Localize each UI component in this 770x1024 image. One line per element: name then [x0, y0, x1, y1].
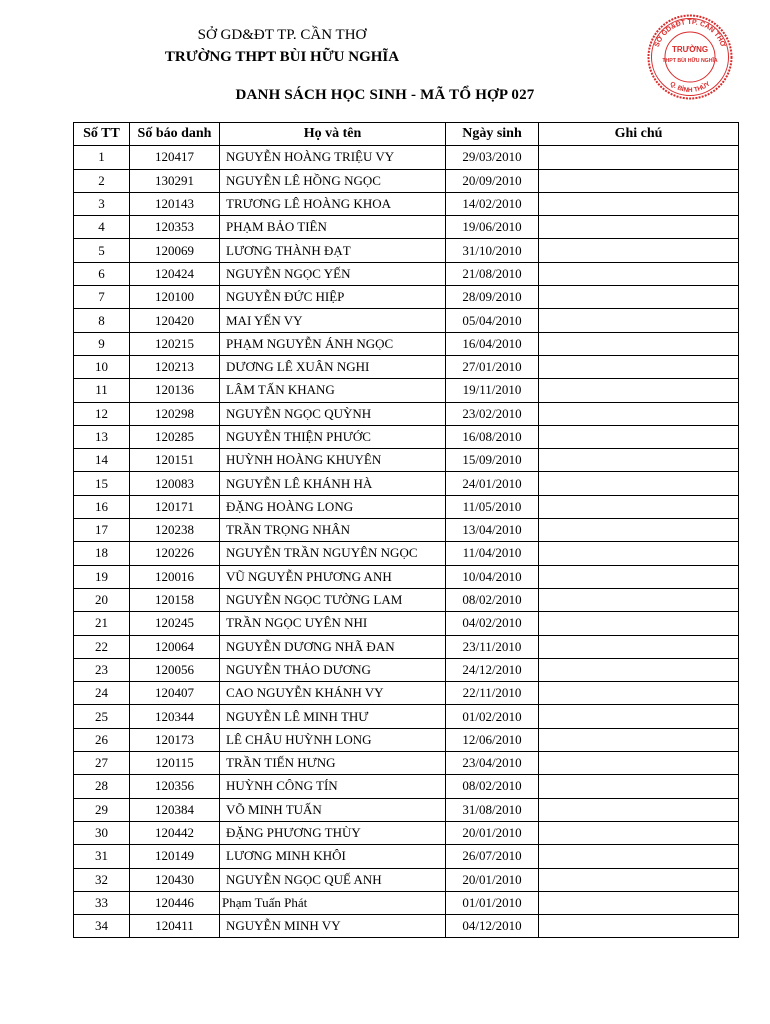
student-name-cell: NGUYỄN NGỌC TƯỜNG LAM — [220, 588, 446, 611]
birth-date-cell: 23/02/2010 — [446, 402, 539, 425]
page-title: DANH SÁCH HỌC SINH - MÃ TỔ HỢP 027 — [235, 87, 535, 103]
student-name-cell: NGUYỄN TRẦN NGUYÊN NGỌC — [220, 542, 446, 565]
birth-date-cell: 28/09/2010 — [446, 286, 539, 309]
note-cell — [539, 798, 739, 821]
note-cell — [539, 728, 739, 751]
department-name: SỞ GD&ĐT TP. CẦN THƠ — [197, 27, 367, 43]
birth-date-cell: 16/08/2010 — [446, 425, 539, 448]
birth-date-cell: 15/09/2010 — [446, 449, 539, 472]
candidate-number-cell: 120245 — [130, 612, 220, 635]
birth-date-cell: 04/12/2010 — [446, 915, 539, 938]
student-name-cell: PHẠM NGUYỄN ÁNH NGỌC — [220, 332, 446, 355]
table-row — [74, 658, 739, 681]
candidate-number-cell: 120064 — [130, 635, 220, 658]
note-cell — [539, 169, 739, 192]
candidate-number-cell: 120115 — [130, 752, 220, 775]
row-number-cell: 25 — [74, 705, 130, 728]
table-row — [74, 169, 739, 192]
table-row — [74, 542, 739, 565]
row-number-cell: 29 — [74, 798, 130, 821]
student-name-cell: LƯƠNG MINH KHÔI — [220, 845, 446, 868]
candidate-number-cell: 120215 — [130, 332, 220, 355]
row-number-cell: 21 — [74, 612, 130, 635]
student-name-cell: TRẦN TRỌNG NHÂN — [220, 519, 446, 542]
student-name-cell: TRẦN NGỌC UYÊN NHI — [220, 612, 446, 635]
student-name-cell: VÕ MINH TUẤN — [220, 798, 446, 821]
student-name-cell: ĐẶNG PHƯƠNG THÙY — [220, 821, 446, 844]
candidate-number-cell: 120100 — [130, 286, 220, 309]
candidate-number-cell: 120446 — [130, 891, 220, 914]
birth-date-cell: 31/10/2010 — [446, 239, 539, 262]
candidate-number-cell: 120158 — [130, 588, 220, 611]
student-name-cell: NGUYỄN ĐỨC HIỆP — [220, 286, 446, 309]
column-header-name: Họ và tên — [220, 123, 446, 146]
birth-date-cell: 01/01/2010 — [446, 891, 539, 914]
student-name-cell: ĐẶNG HOÀNG LONG — [220, 495, 446, 518]
note-cell — [539, 216, 739, 239]
student-table — [73, 122, 739, 938]
student-name-cell: NGUYỄN NGỌC QUẾ ANH — [220, 868, 446, 891]
birth-date-cell: 21/08/2010 — [446, 262, 539, 285]
student-name-cell: NGUYỄN DƯƠNG NHÃ ĐAN — [220, 635, 446, 658]
student-name-cell: TRẦN TIẾN HƯNG — [220, 752, 446, 775]
seal-line1: TRƯỜNG — [671, 45, 709, 54]
birth-date-cell: 16/04/2010 — [446, 332, 539, 355]
student-name-cell: HUỲNH HOÀNG KHUYÊN — [220, 449, 446, 472]
candidate-number-cell: 120356 — [130, 775, 220, 798]
note-cell — [539, 449, 739, 472]
student-name-cell: NGUYỄN NGỌC YẾN — [220, 262, 446, 285]
row-number-cell: 32 — [74, 868, 130, 891]
student-name-cell: HUỲNH CÔNG TÍN — [220, 775, 446, 798]
row-number-cell: 26 — [74, 728, 130, 751]
table-row — [74, 682, 739, 705]
table-row — [74, 588, 739, 611]
candidate-number-cell: 130291 — [130, 169, 220, 192]
table-row — [74, 239, 739, 262]
table-row — [74, 565, 739, 588]
birth-date-cell: 20/01/2010 — [446, 821, 539, 844]
birth-date-cell: 08/02/2010 — [446, 775, 539, 798]
school-name: TRƯỜNG THPT BÙI HỮU NGHĨA — [164, 49, 400, 65]
table-row — [74, 519, 739, 542]
note-cell — [539, 472, 739, 495]
row-number-cell: 12 — [74, 402, 130, 425]
note-cell — [539, 379, 739, 402]
candidate-number-cell: 120226 — [130, 542, 220, 565]
table-row — [74, 309, 739, 332]
table-row — [74, 891, 739, 914]
birth-date-cell: 13/04/2010 — [446, 519, 539, 542]
table-row — [74, 495, 739, 518]
candidate-number-cell: 120238 — [130, 519, 220, 542]
birth-date-cell: 31/08/2010 — [446, 798, 539, 821]
table-row — [74, 379, 739, 402]
row-number-cell: 7 — [74, 286, 130, 309]
table-row — [74, 402, 739, 425]
candidate-number-cell: 120285 — [130, 425, 220, 448]
table-row — [74, 286, 739, 309]
row-number-cell: 5 — [74, 239, 130, 262]
candidate-number-cell: 120353 — [130, 216, 220, 239]
seal-top-text: SỞ GD&ĐT TP. CẦN THƠ — [653, 18, 727, 49]
note-cell — [539, 355, 739, 378]
note-cell — [539, 519, 739, 542]
table-row — [74, 355, 739, 378]
student-name-cell: NGUYỄN MINH VY — [220, 915, 446, 938]
note-cell — [539, 286, 739, 309]
school-seal — [647, 14, 733, 100]
note-cell — [539, 332, 739, 355]
candidate-number-cell: 120149 — [130, 845, 220, 868]
birth-date-cell: 27/01/2010 — [446, 355, 539, 378]
table-header-row — [74, 123, 739, 146]
student-name-cell: NGUYỄN LÊ KHÁNH HÀ — [220, 472, 446, 495]
birth-date-cell: 05/04/2010 — [446, 309, 539, 332]
birth-date-cell: 22/11/2010 — [446, 682, 539, 705]
candidate-number-cell: 120171 — [130, 495, 220, 518]
row-number-cell: 11 — [74, 379, 130, 402]
candidate-number-cell: 120016 — [130, 565, 220, 588]
birth-date-cell: 11/04/2010 — [446, 542, 539, 565]
birth-date-cell: 24/12/2010 — [446, 658, 539, 681]
table-row — [74, 845, 739, 868]
column-header-sbd: Số báo danh — [130, 123, 220, 146]
birth-date-cell: 23/11/2010 — [446, 635, 539, 658]
row-number-cell: 20 — [74, 588, 130, 611]
student-name-cell: NGUYỄN NGỌC QUỲNH — [220, 402, 446, 425]
row-number-cell: 17 — [74, 519, 130, 542]
note-cell — [539, 752, 739, 775]
note-cell — [539, 915, 739, 938]
birth-date-cell: 08/02/2010 — [446, 588, 539, 611]
column-header-stt: Số TT — [74, 123, 130, 146]
birth-date-cell: 23/04/2010 — [446, 752, 539, 775]
candidate-number-cell: 120420 — [130, 309, 220, 332]
note-cell — [539, 565, 739, 588]
birth-date-cell: 01/02/2010 — [446, 705, 539, 728]
row-number-cell: 8 — [74, 309, 130, 332]
birth-date-cell: 29/03/2010 — [446, 146, 539, 169]
row-number-cell: 27 — [74, 752, 130, 775]
note-cell — [539, 309, 739, 332]
table-row — [74, 425, 739, 448]
note-cell — [539, 588, 739, 611]
birth-date-cell: 11/05/2010 — [446, 495, 539, 518]
table-row — [74, 915, 739, 938]
row-number-cell: 23 — [74, 658, 130, 681]
row-number-cell: 13 — [74, 425, 130, 448]
birth-date-cell: 19/11/2010 — [446, 379, 539, 402]
candidate-number-cell: 120083 — [130, 472, 220, 495]
candidate-number-cell: 120143 — [130, 192, 220, 215]
note-cell — [539, 821, 739, 844]
student-name-cell: VŨ NGUYỄN PHƯƠNG ANH — [220, 565, 446, 588]
row-number-cell: 30 — [74, 821, 130, 844]
student-name-cell: CAO NGUYỄN KHÁNH VY — [220, 682, 446, 705]
row-number-cell: 31 — [74, 845, 130, 868]
note-cell — [539, 635, 739, 658]
column-header-note: Ghi chú — [539, 123, 739, 146]
candidate-number-cell: 120442 — [130, 821, 220, 844]
student-name-cell: NGUYỄN THIỆN PHƯỚC — [220, 425, 446, 448]
note-cell — [539, 495, 739, 518]
note-cell — [539, 891, 739, 914]
student-name-cell: DƯƠNG LÊ XUÂN NGHI — [220, 355, 446, 378]
birth-date-cell: 26/07/2010 — [446, 845, 539, 868]
student-name-cell: NGUYỄN THẢO DƯƠNG — [220, 658, 446, 681]
column-header-dob: Ngày sinh — [446, 123, 539, 146]
note-cell — [539, 658, 739, 681]
row-number-cell: 24 — [74, 682, 130, 705]
student-name-cell: LÂM TẤN KHANG — [220, 379, 446, 402]
row-number-cell: 14 — [74, 449, 130, 472]
candidate-number-cell: 120056 — [130, 658, 220, 681]
table-row — [74, 472, 739, 495]
birth-date-cell: 12/06/2010 — [446, 728, 539, 751]
row-number-cell: 3 — [74, 192, 130, 215]
note-cell — [539, 542, 739, 565]
birth-date-cell: 20/09/2010 — [446, 169, 539, 192]
note-cell — [539, 612, 739, 635]
table-row — [74, 262, 739, 285]
student-name-cell: TRƯƠNG LÊ HOÀNG KHOA — [220, 192, 446, 215]
row-number-cell: 6 — [74, 262, 130, 285]
table-row — [74, 798, 739, 821]
row-number-cell: 22 — [74, 635, 130, 658]
note-cell — [539, 192, 739, 215]
birth-date-cell: 19/06/2010 — [446, 216, 539, 239]
table-row — [74, 332, 739, 355]
note-cell — [539, 262, 739, 285]
candidate-number-cell: 120213 — [130, 355, 220, 378]
candidate-number-cell: 120173 — [130, 728, 220, 751]
table-row — [74, 868, 739, 891]
candidate-number-cell: 120298 — [130, 402, 220, 425]
birth-date-cell: 24/01/2010 — [446, 472, 539, 495]
row-number-cell: 2 — [74, 169, 130, 192]
note-cell — [539, 402, 739, 425]
seal-bottom-text: Q. BÌNH THỦY — [668, 80, 712, 95]
student-name-cell: MAI YẾN VY — [220, 309, 446, 332]
table-row — [74, 775, 739, 798]
row-number-cell: 15 — [74, 472, 130, 495]
candidate-number-cell: 120430 — [130, 868, 220, 891]
candidate-number-cell: 120407 — [130, 682, 220, 705]
table-row — [74, 821, 739, 844]
candidate-number-cell: 120417 — [130, 146, 220, 169]
candidate-number-cell: 120136 — [130, 379, 220, 402]
student-name-cell: PHẠM BẢO TIÊN — [220, 216, 446, 239]
student-name-cell: NGUYỄN LÊ HỒNG NGỌC — [220, 169, 446, 192]
table-row — [74, 728, 739, 751]
student-name-cell: LƯƠNG THÀNH ĐẠT — [220, 239, 446, 262]
candidate-number-cell: 120069 — [130, 239, 220, 262]
candidate-number-cell: 120151 — [130, 449, 220, 472]
row-number-cell: 16 — [74, 495, 130, 518]
candidate-number-cell: 120384 — [130, 798, 220, 821]
note-cell — [539, 146, 739, 169]
birth-date-cell: 10/04/2010 — [446, 565, 539, 588]
table-row — [74, 146, 739, 169]
candidate-number-cell: 120424 — [130, 262, 220, 285]
table-row — [74, 705, 739, 728]
row-number-cell: 34 — [74, 915, 130, 938]
student-name-cell: LÊ CHÂU HUỲNH LONG — [220, 728, 446, 751]
row-number-cell: 33 — [74, 891, 130, 914]
birth-date-cell: 20/01/2010 — [446, 868, 539, 891]
student-name-cell: NGUYỄN LÊ MINH THƯ — [220, 705, 446, 728]
student-name-cell: NGUYỄN HOÀNG TRIỆU VY — [220, 146, 446, 169]
row-number-cell: 18 — [74, 542, 130, 565]
table-row — [74, 449, 739, 472]
note-cell — [539, 705, 739, 728]
note-cell — [539, 239, 739, 262]
note-cell — [539, 845, 739, 868]
candidate-number-cell: 120344 — [130, 705, 220, 728]
table-row — [74, 216, 739, 239]
row-number-cell: 10 — [74, 355, 130, 378]
birth-date-cell: 14/02/2010 — [446, 192, 539, 215]
birth-date-cell: 04/02/2010 — [446, 612, 539, 635]
row-number-cell: 9 — [74, 332, 130, 355]
table-row — [74, 612, 739, 635]
row-number-cell: 1 — [74, 146, 130, 169]
row-number-cell: 19 — [74, 565, 130, 588]
row-number-cell: 28 — [74, 775, 130, 798]
note-cell — [539, 775, 739, 798]
row-number-cell: 4 — [74, 216, 130, 239]
table-row — [74, 635, 739, 658]
student-name-cell: Phạm Tuấn Phát — [220, 891, 446, 914]
table-row — [74, 752, 739, 775]
note-cell — [539, 868, 739, 891]
candidate-number-cell: 120411 — [130, 915, 220, 938]
note-cell — [539, 425, 739, 448]
table-row — [74, 192, 739, 215]
seal-line2: THPT BÙI HỮU NGHĨA — [662, 58, 718, 64]
note-cell — [539, 682, 739, 705]
